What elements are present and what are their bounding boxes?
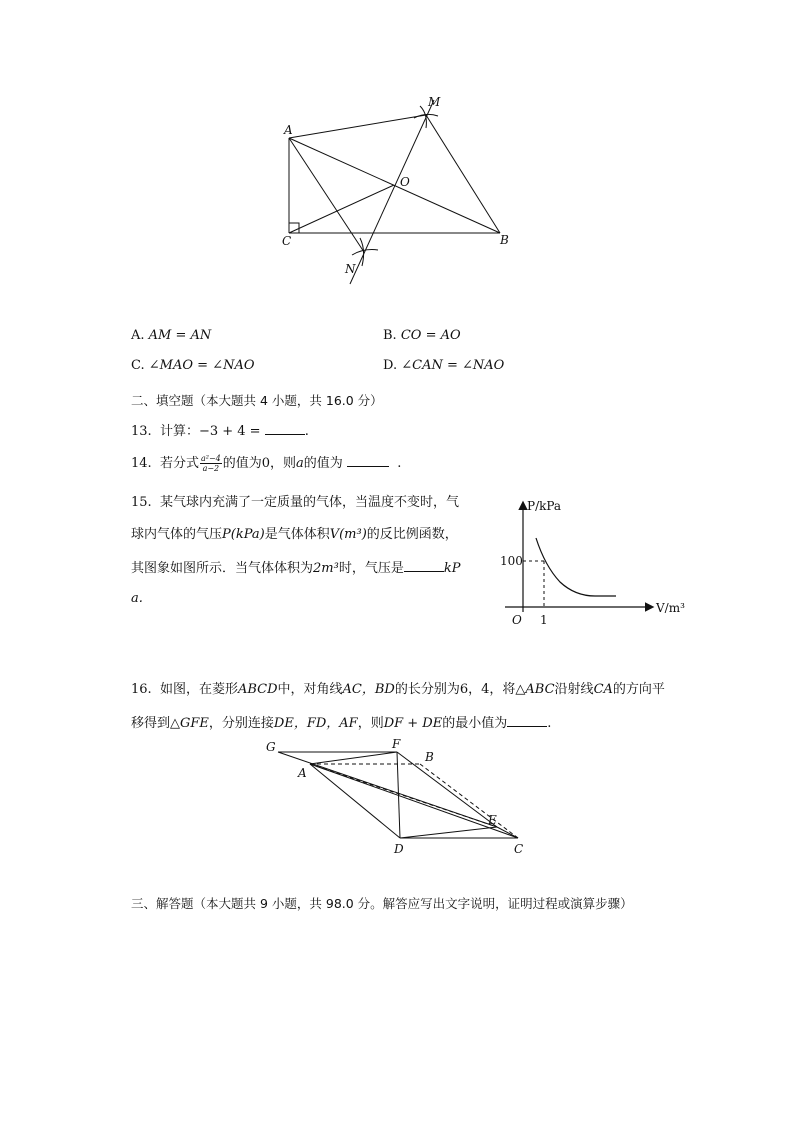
label-M: M xyxy=(428,95,441,109)
figure-1-geometry xyxy=(270,88,530,293)
question-13: 13. 计算：−3 + 4 = . xyxy=(131,421,309,441)
label-O: O xyxy=(400,175,410,189)
label-D: D xyxy=(394,842,404,856)
answer-blank-13[interactable] xyxy=(265,421,305,435)
question-16-line-2: 移得到△GFE，分别连接DE，FD，AF，则DF + DE的最小值为 . xyxy=(131,713,551,733)
label-B16: B xyxy=(425,750,434,764)
hyperbola-curve xyxy=(536,538,616,596)
right-angle-mark xyxy=(289,223,299,233)
answer-blank-15[interactable] xyxy=(404,558,444,572)
segment-CO xyxy=(289,185,394,233)
tick-y-100: 100 xyxy=(500,554,523,568)
label-F: F xyxy=(392,737,401,751)
question-15-line-3: 其图象如图所示．当气体体积为2m³时，气压是 kP xyxy=(131,558,460,578)
answer-blank-14[interactable] xyxy=(347,453,389,467)
label-G: G xyxy=(266,740,276,754)
answer-blank-16[interactable] xyxy=(507,713,547,727)
graph-15 xyxy=(500,495,700,630)
segment-AC-upper xyxy=(310,764,518,838)
question-15-line-2: 球内气体的气压P(kPa)是气体体积V(m³)的反比例函数， xyxy=(131,527,458,542)
question-15-line-4: a. xyxy=(131,591,143,606)
option-a: A. AM = AN xyxy=(131,328,212,343)
origin-label: O xyxy=(512,613,522,627)
segment-FE xyxy=(397,752,497,827)
option-d: D. ∠CAN = ∠NAO xyxy=(383,358,505,373)
option-b: B. CO = AO xyxy=(383,328,461,343)
y-axis-label: P/kPa xyxy=(527,499,562,513)
segment-AM xyxy=(289,115,426,138)
label-A16: A xyxy=(298,766,307,780)
label-E: E xyxy=(488,813,497,827)
segment-DE xyxy=(400,827,497,838)
label-C: C xyxy=(282,234,292,248)
label-N: N xyxy=(345,262,356,276)
line-MN xyxy=(350,100,434,284)
segment-AF xyxy=(310,752,397,764)
tick-x-1: 1 xyxy=(540,613,548,627)
question-16-line-1: 16. 如图，在菱形ABCD中，对角线AC，BD的长分别为6，4，将△ABC沿射线CA的方向平 xyxy=(131,682,665,697)
label-A: A xyxy=(284,123,293,137)
figure-16-rhombus xyxy=(258,735,538,860)
segment-AD xyxy=(310,764,400,838)
fraction-14: $\frac{\text{a²−4}}{a-2}$ xyxy=(200,454,221,473)
question-15-line-1: 15. 某气球内充满了一定质量的气体，当温度不变时，气 xyxy=(131,495,459,510)
segment-MB xyxy=(426,115,500,233)
label-B: B xyxy=(500,233,509,247)
dashed-BC xyxy=(420,764,518,838)
label-C16: C xyxy=(514,842,524,856)
question-14: 14. 若分式 $\frac{\text{a²−4}}{a-2}$ 的值为0，则a的值为 . xyxy=(131,454,402,473)
section-2-title: 二、填空题（本大题共 4 小题，共 16.0 分） xyxy=(131,393,383,408)
section-3-title: 三、解答题（本大题共 9 小题，共 98.0 分。解答应写出文字说明，证明过程或演算步骤） xyxy=(131,896,633,911)
x-axis-label: V/m³ xyxy=(656,601,685,615)
option-c: C. ∠MAO = ∠NAO xyxy=(131,358,255,373)
